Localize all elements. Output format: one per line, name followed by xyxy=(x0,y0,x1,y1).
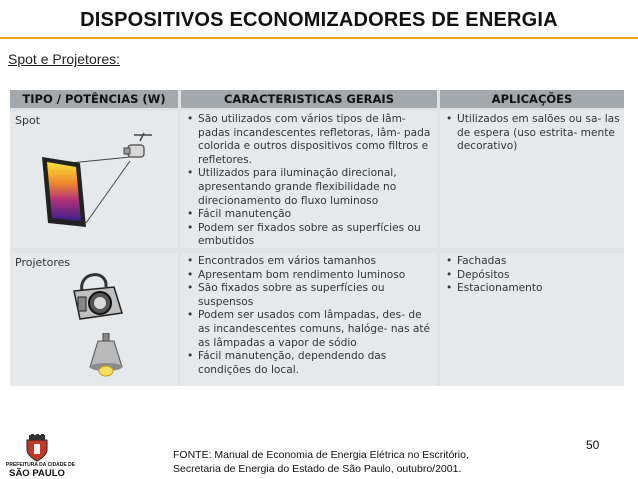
header-applications: APLICAÇÕES xyxy=(440,90,624,108)
logo-line-1: PREFEITURA DA CIDADE DE xyxy=(6,462,76,468)
lens-glass xyxy=(94,297,106,309)
list-item: • Podem ser fixados sobre as superfícies ou embutidos xyxy=(187,222,433,249)
header-characteristics: CARACTERISTICAS GERAIS xyxy=(181,90,437,108)
row-name-spot: Spot xyxy=(15,114,41,127)
list-item: • Fachadas xyxy=(446,255,620,269)
title-underline-rule xyxy=(0,37,638,39)
projector-type-cell xyxy=(10,253,178,386)
spot-mount xyxy=(140,133,144,141)
spot-applications-list xyxy=(440,111,624,154)
projector-applications-cell xyxy=(440,253,624,386)
list-item: • Fácil manutenção xyxy=(187,208,433,222)
projector-applications-list xyxy=(440,253,624,296)
side-panel xyxy=(78,297,86,311)
list-item: • Fácil manutenção, dependendo das condições do local. xyxy=(187,350,433,377)
list-item: • Utilizados em salões ou sa- las de espera (uso estrita- mente decorativo) xyxy=(446,113,620,154)
source-line-2: Secretaria de Energia do Estado de São Paulo, outubro/2001. xyxy=(173,463,462,475)
list-item: • Depósitos xyxy=(446,269,620,283)
list-item: • São utilizados com vários tipos de lâm- padas incandescentes refletoras, lâm- pada colorida e outros dispositivos como filtros e refletores. xyxy=(187,113,433,167)
logo-line-2: SÃO PAULO xyxy=(9,468,65,479)
spot-characteristics-list xyxy=(181,111,437,249)
pendant-stem xyxy=(103,333,109,341)
devices-table xyxy=(10,90,624,386)
spot-applications-cell xyxy=(440,111,624,248)
header-type-power: TIPO / POTÊNCIAS (W) xyxy=(10,90,178,108)
spot-characteristics-cell xyxy=(181,111,437,248)
floodlight-illustration xyxy=(68,267,128,325)
source-line-1: FONTE: Manual de Economia de Energia Elétrica no Escritório, xyxy=(173,449,469,461)
coat-of-arms-icon xyxy=(24,434,50,462)
spot-type-cell xyxy=(10,111,178,248)
light-beam-lower xyxy=(86,161,130,223)
list-item: • Podem ser usados com lâmpadas, des- de as incandescentes comuns, halóge- nas até as lâmpadas a vapor de sódio xyxy=(187,309,433,350)
projector-characteristics-list xyxy=(181,253,437,377)
list-item: • São fixados sobre as superfícies ou suspensos xyxy=(187,282,433,309)
list-item: • Apresentam bom rendimento luminoso xyxy=(187,269,433,283)
list-item: • Utilizados para iluminação direcional, apresentando grande flexibilidade no direcionamento do fluxo luminoso xyxy=(187,167,433,208)
pendant-lamp-illustration xyxy=(84,333,128,381)
projector-characteristics-cell xyxy=(181,253,437,386)
spot-lens xyxy=(124,148,130,154)
pendant-bulb xyxy=(99,366,113,376)
slide-title: DISPOSITIVOS ECONOMIZADORES DE ENERGIA xyxy=(80,9,558,31)
source-citation xyxy=(173,448,469,476)
list-item: • Estacionamento xyxy=(446,282,620,296)
row-name-projectors: Projetores xyxy=(15,256,71,269)
section-subtitle: Spot e Projetores: xyxy=(8,51,121,67)
light-beam-upper xyxy=(70,157,130,163)
list-item: • Encontrados em vários tamanhos xyxy=(187,255,433,269)
lit-surface xyxy=(47,162,81,221)
spot-lamp-illustration xyxy=(34,131,156,231)
page-number: 50 xyxy=(586,438,600,452)
